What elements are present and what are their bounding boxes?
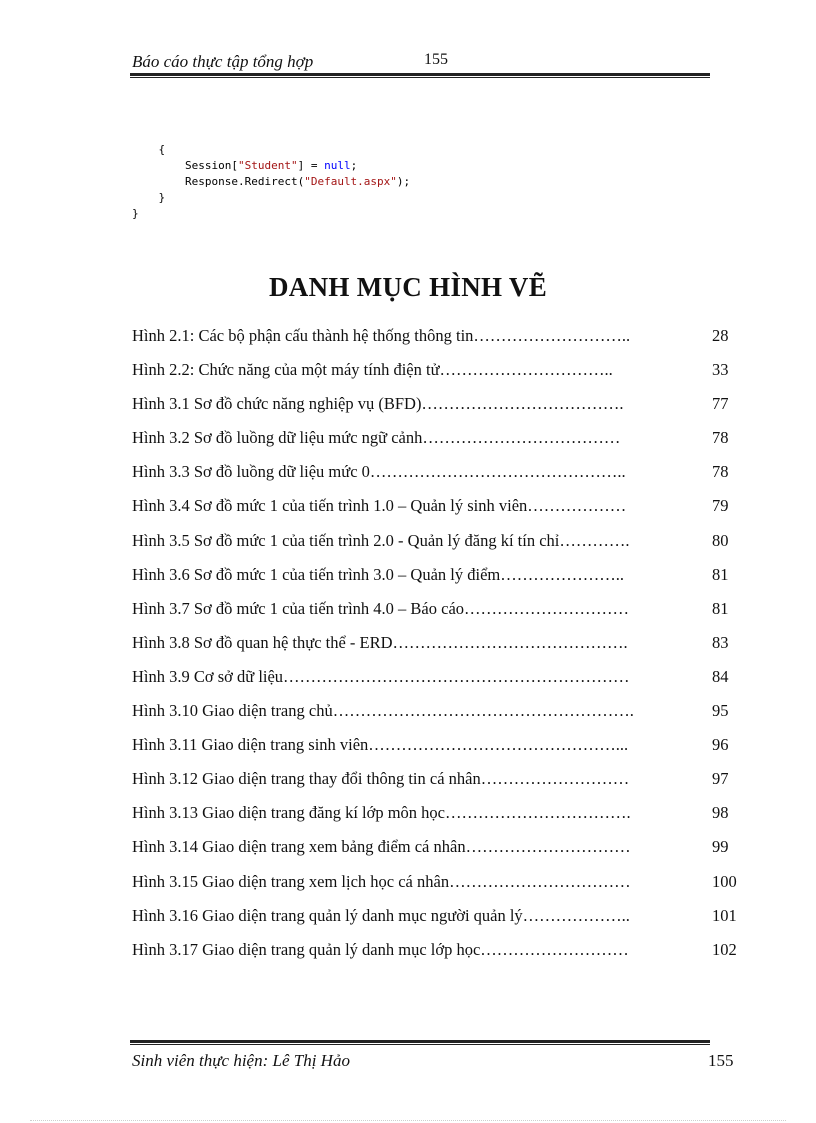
code-open-brace: {	[158, 143, 166, 156]
toc-title: DANH MỤC HÌNH VẼ	[268, 272, 548, 302]
toc-entry-page: 99	[712, 837, 729, 857]
toc-entry-label: Hình 3.4 Sơ đồ mức 1 của tiến trình 1.0 – Quản lý sinh viên………………	[132, 496, 627, 516]
toc-entry-label: Hình 3.6 Sơ đồ mức 1 của tiến trình 3.0 – Quản lý điểm…………………..	[132, 564, 624, 584]
toc-entry-page: 78	[712, 462, 729, 482]
toc-entry[interactable]	[132, 458, 742, 492]
toc-entry[interactable]	[132, 697, 742, 731]
code-session-prefix: Session[	[184, 159, 238, 172]
toc-entry-page: 81	[712, 598, 729, 618]
footer-page-number: 155	[708, 1051, 734, 1070]
header-divider	[130, 73, 710, 78]
toc-entry[interactable]	[132, 390, 742, 424]
toc-entry-page: 80	[712, 530, 729, 550]
code-session-mid: ] =	[297, 159, 325, 172]
toc-entry-label: Hình 3.11 Giao diện trang sinh viên………………………………………...	[132, 735, 629, 755]
toc-entry-label: Hình 3.12 Giao diện trang thay đổi thông tin cá nhân………………………	[132, 769, 630, 789]
toc-entry[interactable]	[132, 561, 742, 595]
toc-entry-page: 78	[712, 428, 729, 448]
toc-entry[interactable]	[132, 936, 742, 970]
toc-entry[interactable]	[132, 527, 742, 561]
footer-author: Sinh viên thực hiện: Lê Thị Hảo	[132, 1051, 350, 1070]
toc-entry-page: 33	[712, 360, 729, 380]
toc-entry-page: 84	[712, 666, 729, 686]
toc-entry-page: 28	[712, 326, 729, 345]
toc-entry[interactable]	[132, 629, 742, 663]
code-redirect-arg: "Default.aspx"	[304, 175, 397, 188]
code-null-keyword: null	[324, 159, 351, 172]
toc-entry[interactable]	[132, 663, 742, 697]
toc-entry-label: Hình 3.7 Sơ đồ mức 1 của tiến trình 4.0 – Báo cáo…………………………	[132, 598, 630, 618]
toc-entry-page: 102	[712, 939, 737, 959]
toc-entry-label: Hình 3.5 Sơ đồ mức 1 của tiến trình 2.0 - Quản lý đăng kí tín chỉ………….	[132, 530, 630, 550]
toc-entry-label: Hình 2.2: Chức năng của một máy tính điện tử…………………………..	[132, 360, 613, 380]
toc-entry[interactable]	[132, 868, 742, 902]
toc-entry-label: Hình 3.2 Sơ đồ luồng dữ liệu mức ngữ cảnh………………………………	[132, 428, 621, 448]
toc-entry-page: 79	[712, 496, 729, 516]
toc-entry-label: Hình 3.14 Giao diện trang xem bảng điểm cá nhân…………………………	[132, 837, 631, 857]
toc-entry-label: Hình 2.1: Các bộ phận cấu thành hệ thống thông tin………………………..	[132, 326, 631, 345]
toc-entry-page: 81	[712, 564, 729, 584]
code-snippet	[132, 142, 410, 222]
toc-entry-page: 97	[712, 769, 729, 789]
toc-entry[interactable]	[132, 765, 742, 799]
toc-entry[interactable]	[132, 731, 742, 765]
toc-entry-label: Hình 3.17 Giao diện trang quản lý danh mục lớp học………………………	[132, 939, 629, 959]
code-close-brace-outer: }	[132, 207, 139, 220]
code-redirect-end: );	[396, 175, 411, 188]
code-redirect-prefix: Response.Redirect(	[184, 175, 305, 188]
toc-entry-label: Hình 3.15 Giao diện trang xem lịch học cá nhân……………………………	[132, 871, 631, 891]
toc-entry-page: 98	[712, 803, 729, 823]
header-page-number: 155	[424, 51, 448, 68]
toc-entry-page: 95	[712, 701, 729, 721]
code-session-key: "Student"	[237, 159, 298, 172]
toc-entry-page: 101	[712, 905, 737, 925]
toc-entry-label: Hình 3.3 Sơ đồ luồng dữ liệu mức 0………………………………………..	[132, 462, 626, 482]
toc-entry[interactable]	[132, 833, 742, 867]
toc-entry[interactable]	[132, 492, 742, 526]
toc-entry-page: 83	[712, 632, 729, 652]
toc-entry-label: Hình 3.8 Sơ đồ quan hệ thực thể - ERD…………………………………….	[132, 632, 628, 652]
toc-list	[132, 322, 742, 970]
toc-entry-page: 96	[712, 735, 729, 755]
code-close-brace-inner: }	[158, 191, 166, 204]
toc-entry-label: Hình 3.1 Sơ đồ chức năng nghiệp vụ (BFD)……………………………….	[132, 394, 624, 414]
toc-entry[interactable]	[132, 595, 742, 629]
toc-entry-label: Hình 3.9 Cơ sở dữ liệu………………………………………………………	[132, 666, 630, 686]
toc-entry-label: Hình 3.16 Giao diện trang quản lý danh mục người quản lý………………..	[132, 905, 630, 925]
toc-entry-label: Hình 3.10 Giao diện trang chủ……………………………………………….	[132, 701, 634, 721]
code-session-end: ;	[350, 159, 358, 172]
toc-entry-label: Hình 3.13 Giao diện trang đăng kí lớp môn học…………………………….	[132, 803, 631, 823]
toc-entry[interactable]	[132, 902, 742, 936]
toc-entry[interactable]	[132, 424, 742, 458]
toc-entry-page: 77	[712, 394, 729, 414]
toc-entry-page: 100	[712, 871, 737, 891]
page-edge-divider	[30, 1120, 786, 1121]
toc-entry[interactable]	[132, 356, 742, 390]
toc-entry[interactable]	[132, 799, 742, 833]
footer-divider	[130, 1040, 710, 1045]
header-title: Báo cáo thực tập tổng hợp	[132, 52, 314, 71]
toc-entry[interactable]	[132, 322, 742, 356]
